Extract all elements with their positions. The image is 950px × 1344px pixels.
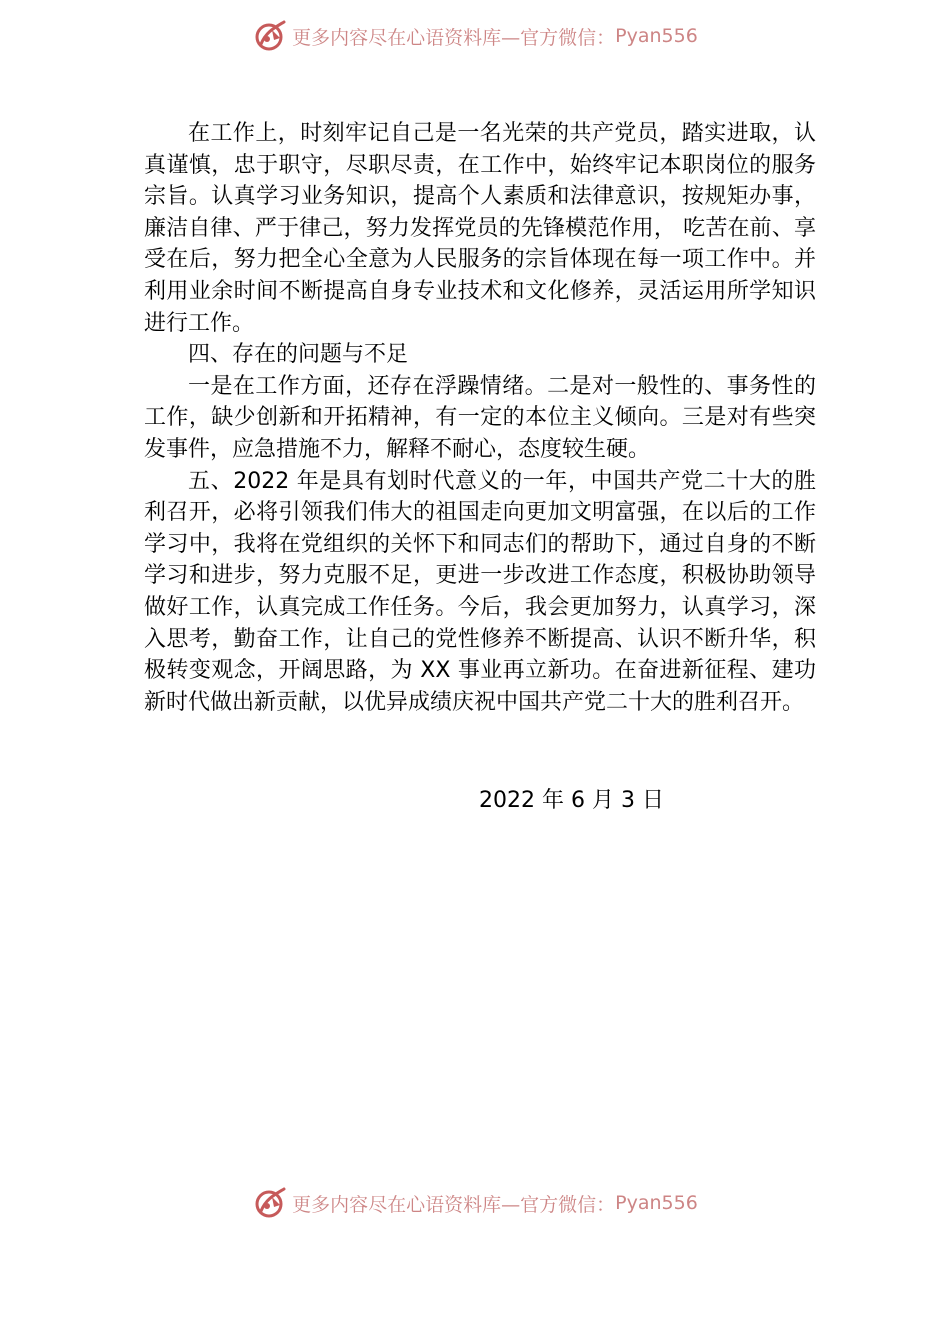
section-heading-problems: 四、存在的问题与不足 [188,342,409,368]
logo-icon [252,18,288,54]
watermark-header [0,16,950,56]
watermark-account: Pyan556 [615,1192,698,1214]
watermark-account: Pyan556 [615,25,698,47]
document-date: 2022 年 6 月 3 日 [479,788,664,813]
paragraph-problems: 一是在工作方面，还存在浮躁情绪。二是对一般性的、事务性的工作，缺少创新和开拓精神，有一定的本位主义倾向。三是对有些突发事件，应急措施不力，解释不耐心，态度较生硬。 [144,373,816,462]
document-body [144,118,816,718]
watermark-text: 更多内容尽在心语资料库—官方微信： [292,26,616,49]
watermark-text: 更多内容尽在心语资料库—官方微信： [292,1193,616,1216]
logo-icon [252,1185,288,1221]
paragraph-outlook: 五、2022 年是具有划时代意义的一年，中国共产党二十大的胜利召开，必将引领我们伟大的祖国走向更加文明富强，在以后的工作学习中，我将在党组织的关怀下和同志们的帮助下，通过自身的不断学习和进步，努力克服不足，更进一步改进工作态度，积极协助领导做好工作，认真完成工作任务。今后，我会更加努力，认真学习，深入思考，勤奋工作，让自己的党性修养不断提高、认识不断升华，积极转变观念，开阔思路，为 XX 事业再立新功。在奋进新征程、建功新时代做出新贡献，以优异成绩庆祝中国共产党二十大的胜利召开。 [144,468,816,715]
watermark-footer [0,1183,950,1223]
paragraph-work-attitude: 在工作上，时刻牢记自己是一名光荣的共产党员，踏实进取，认真谨慎，忠于职守，尽职尽责，在工作中，始终牢记本职岗位的服务宗旨。认真学习业务知识，提高个人素质和法律意识，按规矩办事，廉洁自律、严于律己，努力发挥党员的先锋模范作用， 吃苦在前、享受在后，努力把全心全意为人民服务的宗旨体现在每一项工作中。并利用业余时间不断提高自身专业技术和文化修养，灵活运用所学知识进行工作。 [144,121,816,336]
